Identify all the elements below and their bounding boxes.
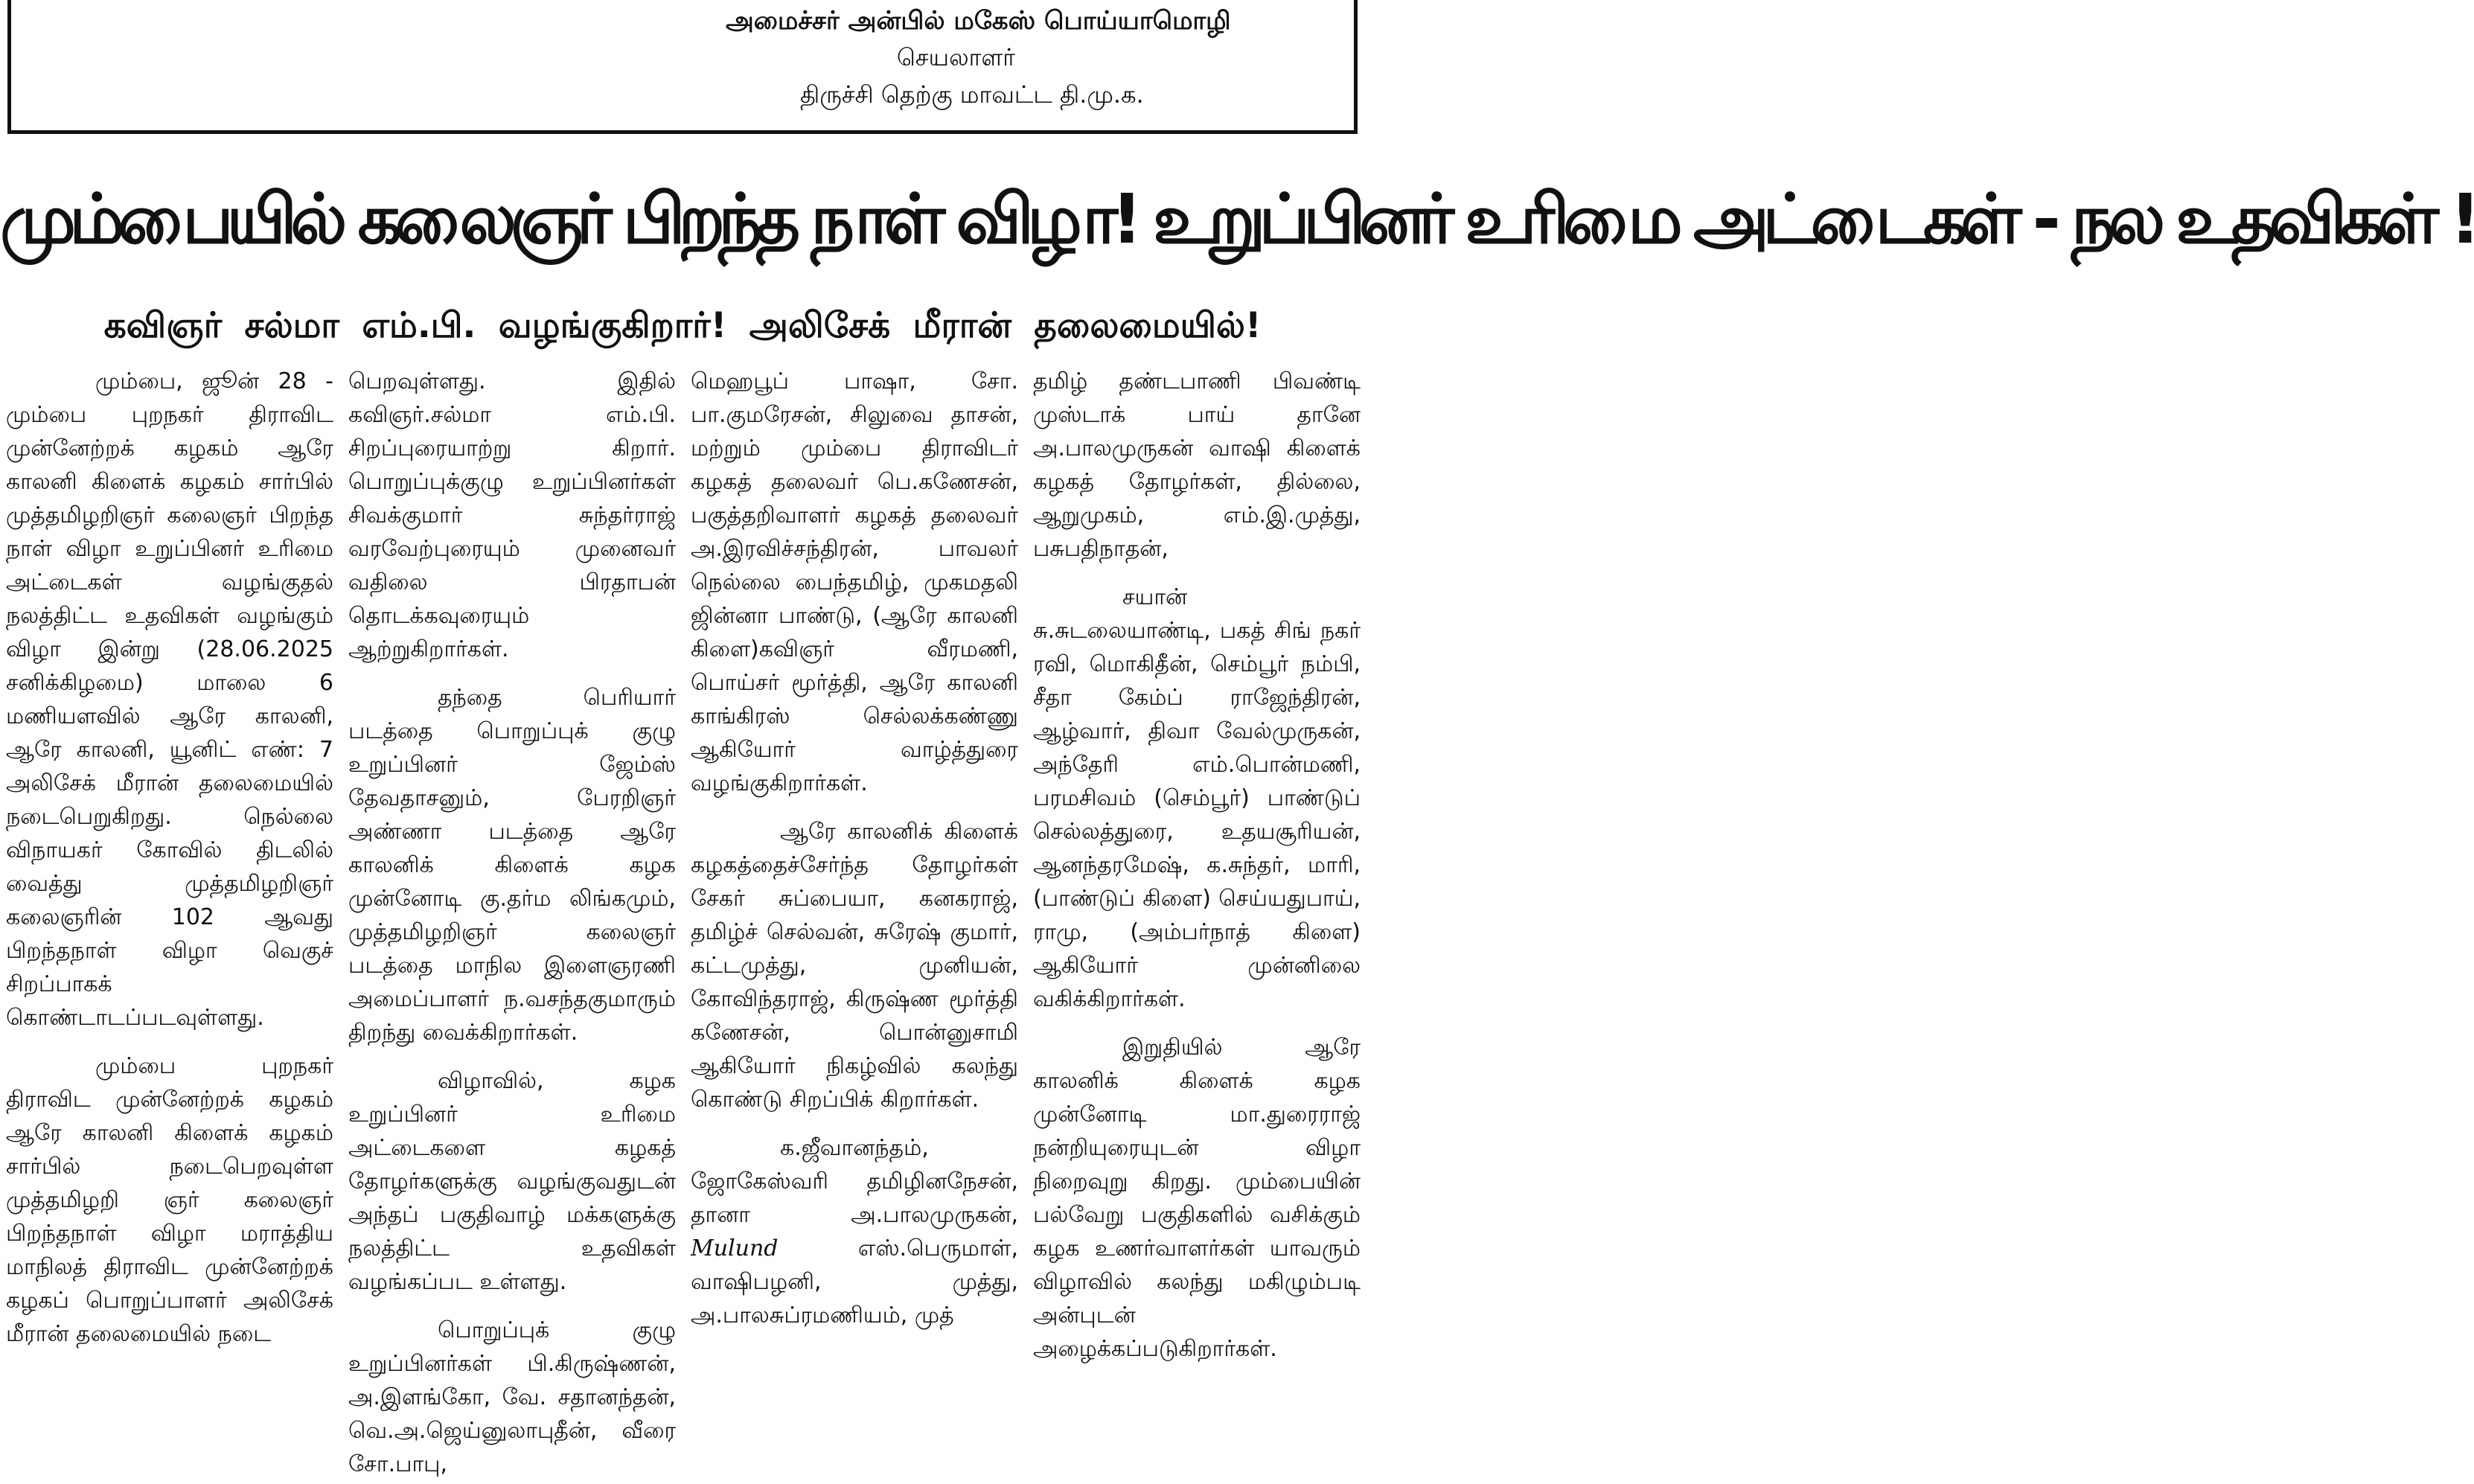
header-designation: செயலாளர்	[897, 43, 1015, 71]
header-box	[7, 0, 1358, 134]
article-column-4	[1033, 365, 1361, 1478]
article-headline: மும்பையில் கலைஞர் பிறந்த நாள் விழா! உறுப்பினர் உரிமை அட்டைகள் - நல உதவிகள் !	[0, 179, 2474, 259]
paragraph: மும்பை, ஜூன் 28 - மும்பை புறநகர் திராவிட முன்னேற்றக் கழகம் ஆரே காலனி கிளைக் கழகம் சார்பில் முத்தமிழறிஞர் கலைஞர் பிறந்த நாள் விழா உறுப்பினர் உரிமை அட்டைகள் வழங்குதல் நலத்திட்ட உதவிகள் வழங்கும் விழா இன்று (28.06.2025 சனிக்கிழமை) மாலை 6 மணியளவில் ஆரே காலனி, ஆரே காலனி, யூனிட் எண்: 7 அலிசேக் மீரான் தலைமையில் நடைபெறுகிறது. நெல்லை விநாயகர் கோவில் திடலில் வைத்து முத்தமிழறிஞர் கலைஞரின் 102 ஆவது பிறந்தநாள் விழா வெகுச் சிறப்பாகக் கொண்டாடப்படவுள்ளது.	[6, 368, 333, 1031]
article-column-2	[348, 365, 676, 1478]
paragraph: விழாவில், கழக உறுப்பினர் உரிமை அட்டைகளை கழகத் தோழர்களுக்கு வழங்குவதுடன் அந்தப் பகுதிவாழ் மக்களுக்கு நலத்திட்ட உதவிகள் வழங்கப்பட உள்ளது.	[348, 1068, 676, 1295]
paragraph: மும்பை புறநகர் திராவிட முன்னேற்றக் கழகம் ஆரே காலனி கிளைக் கழகம் சார்பில் நடைபெறவுள்ள முத்தமிழறி ஞர் கலைஞர் பிறந்தநாள் விழா மராத்திய மாநிலத் திராவிட முன்னேற்றக் கழகப் பொறுப்பாளர் அலிசேக் மீரான் தலைமையில் நடை	[6, 1053, 333, 1347]
paragraph: தமிழ் தண்டபாணி பிவண்டி முஸ்டாக் பாய் தானே அ.பாலமுருகன் வாஷி கிளைக் கழகத் தோழர்கள், தில்லை, ஆறுமுகம், எம்.இ.முத்து, பசுபதிநாதன்,	[1033, 368, 1361, 562]
article-subheadline: கவிஞர் சல்மா எம்.பி. வழங்குகிறார்! அலிசேக் மீரான் தலைமையில்!	[103, 305, 1262, 346]
paragraph	[691, 1131, 1018, 1332]
paragraph: பொறுப்புக் குழு உறுப்பினர்கள் பி.கிருஷ்ணன், அ.இளங்கோ, வே. சதானந்தன், வெ.அ.ஜெய்னுலாபுதீன், வீரை சோ.பாபு,	[348, 1317, 676, 1477]
paragraph: பெறவுள்ளது. இதில் கவிஞர்.சல்மா எம்.பி. சிறப்புரையாற்று கிறார். பொறுப்புக்குழு உறுப்பினர்கள் சிவக்குமார் சுந்தர்ராஜ் வரவேற்புரையும் முனைவர் வதிலை பிரதாபன் தொடக்கவுரையும் ஆற்றுகிறார்கள்.	[348, 368, 676, 662]
paragraph: மெஹபூப் பாஷா, சோ. பா.குமரேசன், சிலுவை தாசன், மற்றும் மும்பை திராவிடர் கழகத் தலைவர் பெ.கணேசன், பகுத்தறிவாளர் கழகத் தலைவர் அ.இரவிச்சந்திரன், பாவலர் நெல்லை பைந்தமிழ், முகமதலி ஜின்னா பாண்டு, (ஆரே காலனி கிளை)கவிஞர் வீரமணி, பொய்சர் மூர்த்தி, ஆரே காலனி காங்கிரஸ் செல்லக்கண்ணு ஆகியோர் வாழ்த்துரை வழங்குகிறார்கள்.	[691, 368, 1018, 796]
header-district: திருச்சி தெற்கு மாவட்ட தி.மு.க.	[800, 80, 1144, 109]
paragraph: இறுதியில் ஆரே காலனிக் கிளைக் கழக முன்னோடி மா.துரைராஜ் நன்றியுரையுடன் விழா நிறைவுறு கிறது. மும்பையின் பல்வேறு பகுதிகளில் வசிக்கும் கழக உணர்வாளர்கள் யாவரும் விழாவில் கலந்து மகிழும்படி அன்புடன் அழைக்கப்படுகிறார்கள்.	[1033, 1034, 1361, 1362]
paragraph-tail: எஸ்.பெருமாள், வாஷிபழனி, முத்து, அ.பாலசுப்ரமணியம், முத்	[691, 1235, 1018, 1328]
paragraph-text: க.ஜீவானந்தம், ஜோகேஸ்வரி தமிழினநேசன், தானா அ.பாலமுருகன்,	[691, 1135, 1018, 1228]
article-column-3	[691, 365, 1018, 1478]
paragraph: தந்தை பெரியார் படத்தை பொறுப்புக் குழு உறுப்பினர் ஜேம்ஸ் தேவதாசனும், பேரறிஞர் அண்ணா படத்தை ஆரே காலனிக் கிளைக் கழக முன்னோடி கு.தர்ம லிங்கமும், முத்தமிழறிஞர் கலைஞர் படத்தை மாநில இளைஞரணி அமைப்பாளர் ந.வசந்தகுமாரும் திறந்து வைக்கிறார்கள்.	[348, 685, 676, 1046]
paragraph: சயான் சு.சுடலையாண்டி, பகத் சிங் நகர் ரவி, மொகிதீன், செம்பூர் நம்பி, சீதா கேம்ப் ராஜேந்திரன், ஆழ்வார், திவா வேல்முருகன், அந்தேரி எம்.பொன்மணி, பரமசிவம் (செம்பூர்) பாண்டுப் செல்லத்துரை, உதயசூரியன், ஆனந்தரமேஷ், க.சுந்தர், மாரி, (பாண்டுப் கிளை) செய்யதுபாய், ராமு, (அம்பர்நாத் கிளை) ஆகியோர் முன்னிலை வகிக்கிறார்கள்.	[1033, 584, 1361, 1012]
article-column-1	[6, 365, 333, 1478]
header-minister-name: அமைச்சர் அன்பில் மகேஸ் பொய்யாமொழி	[726, 6, 1231, 36]
mulund-word: Mulund	[691, 1235, 779, 1261]
paragraph: ஆரே காலனிக் கிளைக் கழகத்தைச்சேர்ந்த தோழர்கள் சேகர் சுப்பையா, கனகராஜ், தமிழ்ச் செல்வன், சுரேஷ் குமார், கட்டமுத்து, முனியன், கோவிந்தராஜ், கிருஷ்ண மூர்த்தி கணேசன், பொன்னுசாமி ஆகியோர் நிகழ்வில் கலந்து கொண்டு சிறப்பிக் கிறார்கள்.	[691, 819, 1018, 1113]
